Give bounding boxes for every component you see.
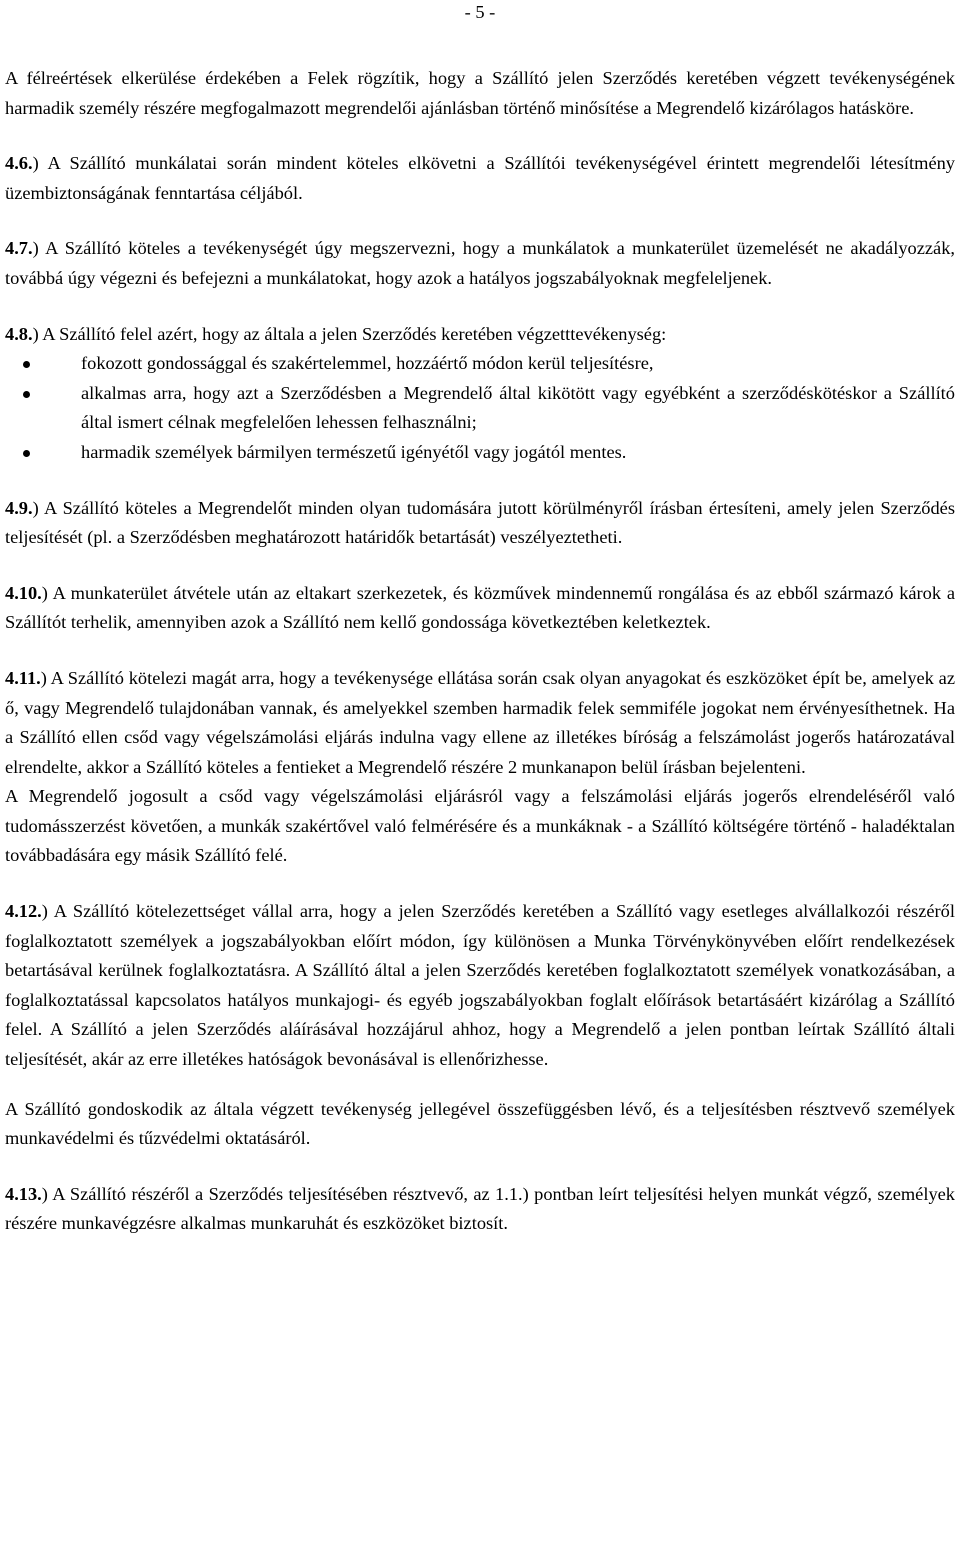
list-item xyxy=(5,349,955,379)
section-text: ) A Szállító kötelezi magát arra, hogy a tevékenysége ellátása során csak olyan anyagokat és eszközöket épít be, amelyek az ő, vagy Megrendelő tulajdonában vannak, és amelyekkel szemben harmadik felek semmiféle jogokat nem érvényesíthetnek. Ha a Szállító ellen csőd vagy végelszámolási eljárás indulna vagy ellene az illetékes bíróság a felszámolást jogerős határozatával elrendelte, akkor a Szállító köteles a fentieket a Megrendelő részére 2 munkanapon belül írásban bejelenteni. xyxy=(5,667,955,777)
section-4-11 xyxy=(5,664,955,782)
section-4-9 xyxy=(5,494,955,553)
section-4-13 xyxy=(5,1180,955,1239)
section-text: ) A Szállító köteles a Megrendelőt minden olyan tudomására jutott körülményről írásban értesíteni, amely jelen Szerződés teljesítését (pl. a Szerződésben meghatározott határidők betartását) veszélyeztetheti. xyxy=(5,497,955,548)
section-text: ) A Szállító kötelezettséget vállal arra, hogy a jelen Szerződés keretében a Szállító vagy esetleges alvállalkozói részéről foglalkoztatott személyek a jogszabályokban előírt módon, így különösen a Munka Törvénykönyvében előírt rendelkezések betartásával kerülnek foglalkoztatásra. A Szállító által a jelen Szerződés keretében foglalkoztatott személyek vonatkozásában, a foglalkoztatással kapcsolatos hatályos munkajogi- és egyéb jogszabályokban foglalt előírások betartásáért kizárólag a Szállító felel. A Szállító a jelen Szerződés aláírásával hozzájárul ahhoz, hogy a Megrendelő a jelen pontban leírtak Szállító általi teljesítését, akár az erre illetékes hatóságok bevonásával is ellenőrizhesse. xyxy=(5,901,955,1070)
section-text: ) A Szállító felel azért, hogy az általa a jelen Szerződés keretében végzetttevékenység: xyxy=(32,323,667,344)
section-text: ) A munkaterület átvétele után az eltakart szerkezetek, és közművek mindennemű rongálása és az ebből származó károk a Szállítót terhelik, amennyiben azok a Szállító nem kellő gondossága következtében keletkeztek. xyxy=(5,582,955,633)
bullet-list xyxy=(5,349,955,467)
section-number: 4.6. xyxy=(5,153,33,174)
section-4-12-paragraph-2: A Szállító gondoskodik az általa végzett tevékenység jellegével összefüggésben lévő, és a teljesítésben résztvevő személyek munkavédelmi és tűzvédelmi oktatásáról. xyxy=(5,1098,955,1149)
section-number: 4.11. xyxy=(5,667,41,688)
bullet-icon xyxy=(23,361,30,368)
section-number: 4.13. xyxy=(5,1183,42,1204)
section-text: ) A Szállító munkálatai során mindent köteles elkövetni a Szállítói tevékenységével érintett megrendelői létesítmény üzembiztonságának fenntartása céljából. xyxy=(5,153,955,203)
section-number: 4.7. xyxy=(5,238,33,259)
section-number: 4.9. xyxy=(5,497,33,518)
list-item-text: alkalmas arra, hogy azt a Szerződésben a Megrendelő által kikötött vagy egyébként a szerződéskötéskor a Szállító által ismert célnak megfelelően lehessen felhasználni; xyxy=(81,382,955,433)
section-number: 4.12. xyxy=(5,901,42,922)
list-item xyxy=(5,438,955,468)
section-4-8 xyxy=(5,320,955,350)
section-4-10 xyxy=(5,579,955,638)
document-body xyxy=(5,64,955,1239)
section-4-12 xyxy=(5,897,955,1075)
section-4-7 xyxy=(5,234,955,293)
section-text: ) A Szállító részéről a Szerződés teljesítésében résztvevő, az 1.1.) pontban leírt teljesítési helyen munkát végző, személyek részére munkavégzésre alkalmas munkaruhát és eszközöket biztosít. xyxy=(5,1183,955,1234)
intro-paragraph: A félreértések elkerülése érdekében a Felek rögzítik, hogy a Szállító jelen Szerződés keretében végzett tevékenységének harmadik személy részére megfogalmazott megrendelői ajánlásban történő minősítése a Megrendelő kizárólagos hatásköre. xyxy=(5,68,955,118)
bullet-icon xyxy=(23,391,30,398)
section-number: 4.8. xyxy=(5,323,33,344)
section-4-11-paragraph-2: A Megrendelő jogosult a csőd vagy végelszámolási eljárásról vagy a felszámolási eljárás jogerős elrendeléséről való tudomásszerzést követően, a munkák szakértővel való felmérésére és a munkáknak - a Szállító költségére történő - haladéktalan továbbadására egy másik Szállító felé. xyxy=(5,786,955,866)
list-item-text: harmadik személyek bármilyen természetű igényétől vagy jogától mentes. xyxy=(81,441,627,462)
list-item xyxy=(5,379,955,438)
bullet-icon xyxy=(23,450,30,457)
page-number: - 5 - xyxy=(464,2,496,22)
list-item-text: fokozott gondossággal és szakértelemmel, hozzáértő módon kerül teljesítésre, xyxy=(81,353,654,374)
section-number: 4.10. xyxy=(5,582,42,603)
section-4-6 xyxy=(5,149,955,208)
section-text: ) A Szállító köteles a tevékenységét úgy megszervezni, hogy a munkálatok a munkaterület üzemelését ne akadályozzák, továbbá úgy végezni és befejezni a munkálatokat, hogy azok a hatályos jogszabályoknak megfeleljenek. xyxy=(5,238,955,288)
